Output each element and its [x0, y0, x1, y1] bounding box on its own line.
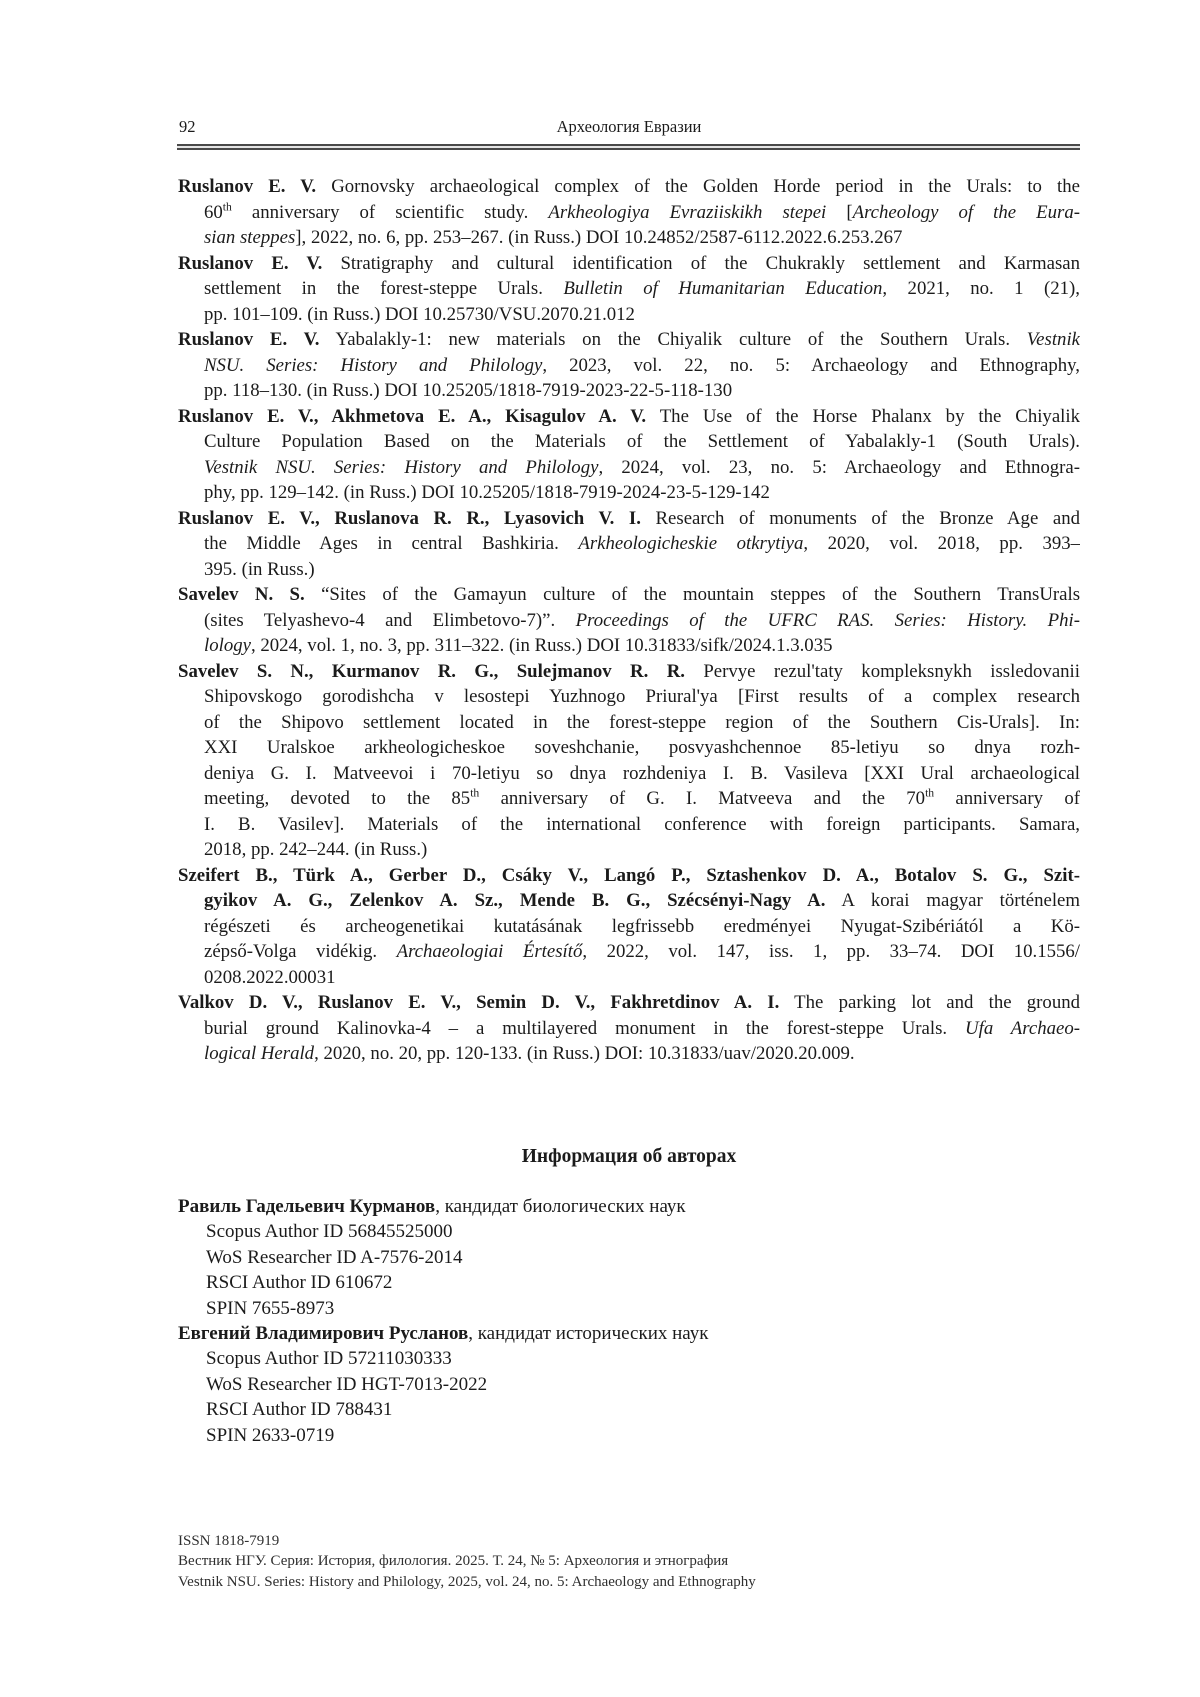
reference-8-line-5: 0208.2022.00031	[204, 966, 336, 988]
reference-7-line-6: meeting, devoted to the 85th anniversary of G. I. Matveeva and the 70th anniversary of	[204, 786, 1080, 809]
header-rule	[177, 144, 1080, 150]
reference-6-line-2: (sites Telyashevo-4 and Elimbetovo-7)”. Proceedings of the UFRC RAS. Series: History. Phi-	[204, 609, 1080, 631]
footer-citation-en: Vestnik NSU. Series: History and Philology, 2025, vol. 24, no. 5: Archaeology and Ethnography	[178, 1573, 756, 1590]
reference-7-line-3: of the Shipovo settlement located in the forest-steppe region of the Southern Cis-Urals]. In:	[204, 711, 1080, 733]
reference-4-line-1: Ruslanov E. V., Akhmetova E. A., Kisagulov A. V. The Use of the Horse Phalanx by the Chiyalik	[178, 405, 1080, 427]
author-id-line: Scopus Author ID 56845525000	[206, 1221, 453, 1243]
reference-2-line-3: pp. 101–109. (in Russ.) DOI 10.25730/VSU.2070.21.012	[204, 303, 635, 325]
author-id-line: SPIN 7655-8973	[206, 1297, 335, 1319]
reference-4-line-4: phy, pp. 129–142. (in Russ.) DOI 10.25205/1818-7919-2024-23-5-129-142	[204, 482, 770, 503]
reference-1-line-1: Ruslanov E. V. Gornovsky archaeological complex of the Golden Horde period in the Urals: to the	[178, 176, 1080, 197]
author-degree: , кандидат исторических наук	[468, 1322, 709, 1344]
author-name: Равиль Гадельевич Курманов	[178, 1196, 436, 1217]
reference-7-line-7: I. B. Vasilev]. Materials of the international conference with foreign participants. Samara,	[204, 813, 1080, 835]
footer-issn: ISSN 1818-7919	[178, 1533, 280, 1549]
page-header	[178, 117, 1080, 137]
reference-6-line-1: Savelev N. S. “Sites of the Gamayun culture of the mountain steppes of the Southern TransUrals	[178, 584, 1080, 605]
reference-4-line-2: Culture Population Based on the Materials of the Settlement of Yabalakly-1 (South Urals).	[204, 431, 1080, 452]
authors-section	[178, 1194, 1080, 1448]
reference-1-line-2: 60th anniversary of scientific study. Arkheologiya Evraziiskikh stepei [Archeology of the Eura-	[204, 200, 1080, 223]
reference-6-line-3: lology, 2024, vol. 1, no. 3, pp. 311–322. (in Russ.) DOI 10.31833/sifk/2024.1.3.035	[204, 635, 833, 656]
reference-2-line-2: settlement in the forest-steppe Urals. Bulletin of Humanitarian Education, 2021, no. 1 (21),	[204, 278, 1080, 299]
reference-1-line-3: sian steppes], 2022, no. 6, pp. 253–267. (in Russ.) DOI 10.24852/2587-6112.2022.6.253.267	[204, 227, 903, 248]
reference-3-line-1: Ruslanov E. V. Yabalakly-1: new materials on the Chiyalik culture of the Southern Urals. Vestnik	[178, 329, 1080, 350]
reference-8-line-3: régészeti és archeogenetikai kutatásának legfrissebb eredményei Nyugat-Szibériától a Kö-	[204, 915, 1080, 937]
author-id-line: SPIN 2633-0719	[206, 1424, 335, 1446]
reference-7-line-1: Savelev S. N., Kurmanov R. G., Sulejmanov R. R. Pervye rezul'taty kompleksnykh issledovanii	[178, 660, 1080, 682]
reference-8-line-1: Szeifert B., Türk A., Gerber D., Csáky V., Langó P., Sztashenkov D. A., Botalov S. G., Szit-	[178, 864, 1080, 886]
author-id-line: RSCI Author ID 610672	[206, 1272, 393, 1294]
reference-9-line-3: logical Herald, 2020, no. 20, pp. 120-133. (in Russ.) DOI: 10.31833/uav/2020.20.009.	[204, 1043, 855, 1064]
references-list	[178, 174, 1080, 1067]
reference-7-line-8: 2018, pp. 242–244. (in Russ.)	[204, 839, 428, 860]
reference-2-line-1: Ruslanov E. V. Stratigraphy and cultural identification of the Chukrakly settlement and Karmasan	[178, 252, 1080, 274]
author-block	[178, 1321, 1080, 1448]
authors-section-heading: Информация об авторах	[521, 1146, 737, 1167]
reference-8-line-4: zépső-Volga vidékig. Archaeologiai Értesítő, 2022, vol. 147, iss. 1, pp. 33–74. DOI 10.1556/	[204, 941, 1080, 962]
author-id-line: Scopus Author ID 57211030333	[206, 1348, 452, 1370]
reference-5-line-2: the Middle Ages in central Bashkiria. Arkheologicheskie otkrytiya, 2020, vol. 2018, pp. 393–	[204, 533, 1080, 554]
reference-3-line-2: NSU. Series: History and Philology, 2023, vol. 22, no. 5: Archaeology and Ethnography,	[204, 354, 1080, 376]
reference-5-line-3: 395. (in Russ.)	[204, 558, 315, 580]
reference-3-line-3: pp. 118–130. (in Russ.) DOI 10.25205/1818-7919-2023-22-5-118-130	[204, 380, 733, 401]
reference-9-line-1: Valkov D. V., Ruslanov E. V., Semin D. V., Fakhretdinov A. I. The parking lot and the ground	[178, 992, 1080, 1013]
reference-7-line-2: Shipovskogo gorodishcha v lesostepi Yuzhnogo Priural'ya [First results of a complex research	[204, 686, 1080, 707]
footer-citation-ru: Вестник НГУ. Серия: История, филология. 2025. Т. 24, № 5: Археология и этнография	[178, 1553, 729, 1570]
author-id-line: RSCI Author ID 788431	[206, 1399, 393, 1421]
page-footer	[178, 1531, 1080, 1592]
author-id-line: WoS Researcher ID HGT-7013-2022	[206, 1373, 488, 1395]
reference-5-line-1: Ruslanov E. V., Ruslanova R. R., Lyasovich V. I. Research of monuments of the Bronze Age and	[178, 507, 1080, 529]
author-block	[178, 1194, 1080, 1321]
author-degree: , кандидат биологических наук	[435, 1196, 686, 1217]
reference-4-line-3: Vestnik NSU. Series: History and Philology, 2024, vol. 23, no. 5: Archaeology and Ethnogra-	[204, 456, 1080, 478]
reference-7-line-4: XXI Uralskoe arkheologicheskoe soveshchanie, posvyashchennoe 85-letiyu so dnya rozh-	[204, 737, 1080, 758]
author-id-line: WoS Researcher ID A-7576-2014	[206, 1246, 463, 1268]
author-name-line	[178, 1321, 1080, 1346]
reference-8-line-2: gyikov A. G., Zelenkov A. Sz., Mende B. G., Szécsényi-Nagy A. A korai magyar történelem	[204, 890, 1080, 911]
author-name: Евгений Владимирович Русланов	[178, 1322, 469, 1344]
reference-9-line-2: burial ground Kalinovka-4 – a multilayered monument in the forest-steppe Urals. Ufa Archaeo-	[204, 1017, 1080, 1039]
page-number: 92	[179, 117, 196, 136]
running-title: Археология Евразии	[556, 117, 702, 136]
reference-7-line-5: deniya G. I. Matveevoi i 70-letiyu so dnya rozhdeniya I. B. Vasileva [XXI Ural archaeological	[204, 762, 1080, 784]
author-name-line	[178, 1194, 1080, 1219]
